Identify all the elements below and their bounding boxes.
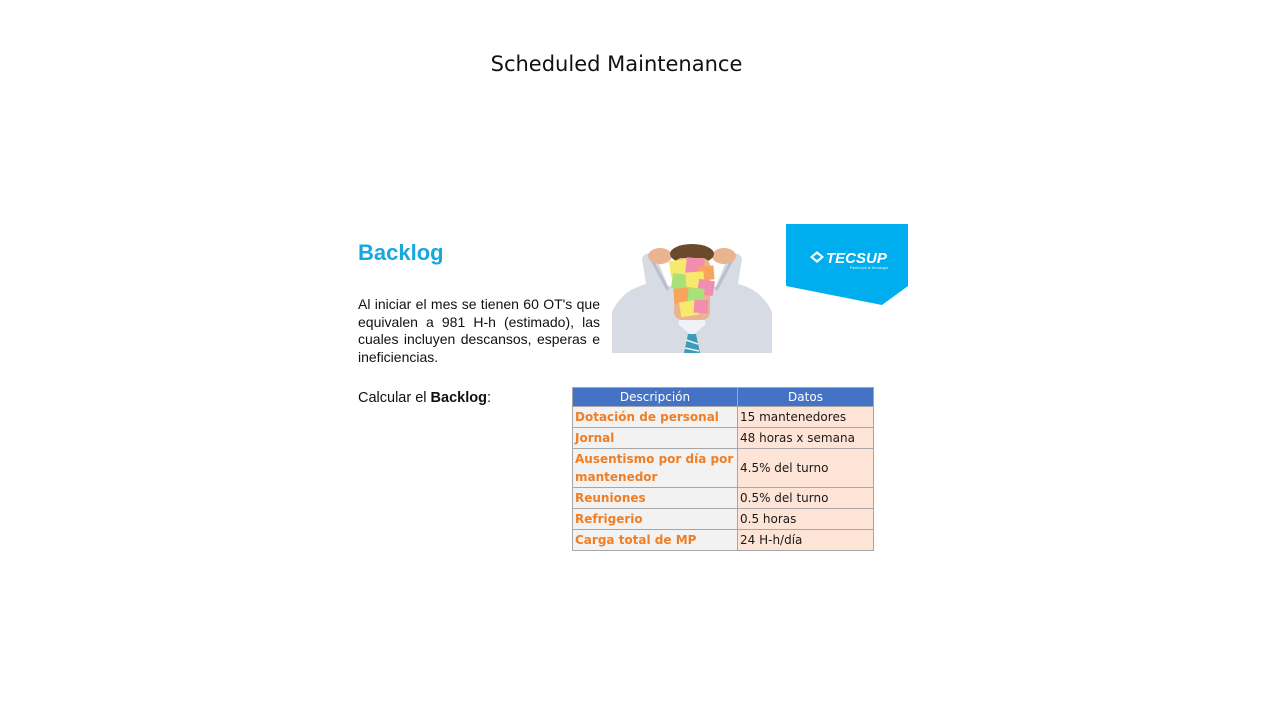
table-row	[573, 530, 874, 551]
table-row	[573, 488, 874, 509]
intro-paragraph: Al iniciar el mes se tienen 60 OT's que equivalen a 981 H-h (estimado), las cuales incluyen descansos, esperas e ineficiencias.	[358, 296, 600, 365]
backlog-card	[350, 222, 910, 552]
table-row	[573, 509, 874, 530]
row-desc: Refrigerio	[573, 509, 738, 530]
calc-prefix: Calcular el	[358, 390, 431, 406]
row-value: 24 H-h/día	[738, 530, 874, 551]
row-value: 48 horas x semana	[738, 428, 874, 449]
slide-title: Scheduled Maintenance	[490, 52, 743, 76]
table-row	[573, 449, 874, 488]
row-value: 4.5% del turno	[738, 449, 874, 488]
row-value: 0.5 horas	[738, 509, 874, 530]
row-desc: Jornal	[573, 428, 738, 449]
logo-tagline: Pasión por la Tecnología	[850, 266, 889, 270]
tecsup-logo	[786, 224, 908, 305]
calc-bold: Backlog	[430, 390, 487, 406]
table-row	[573, 428, 874, 449]
stressed-man-image	[612, 240, 772, 353]
calc-suffix: :	[486, 390, 491, 406]
table-header-row	[573, 388, 874, 407]
row-value: 0.5% del turno	[738, 488, 874, 509]
logo-text: TECSUP	[826, 250, 887, 267]
row-desc: Carga total de MP	[573, 530, 738, 551]
header-datos: Datos	[738, 388, 874, 407]
header-descripcion: Descripción	[573, 388, 738, 407]
row-desc: Ausentismo por día por mantenedor	[573, 449, 738, 488]
row-value: 15 mantenedores	[738, 407, 874, 428]
table-row	[573, 407, 874, 428]
row-desc: Reuniones	[573, 488, 738, 509]
row-desc: Dotación de personal	[573, 407, 738, 428]
backlog-heading: Backlog	[358, 240, 444, 265]
data-table	[572, 387, 874, 551]
calc-instruction	[358, 390, 491, 406]
